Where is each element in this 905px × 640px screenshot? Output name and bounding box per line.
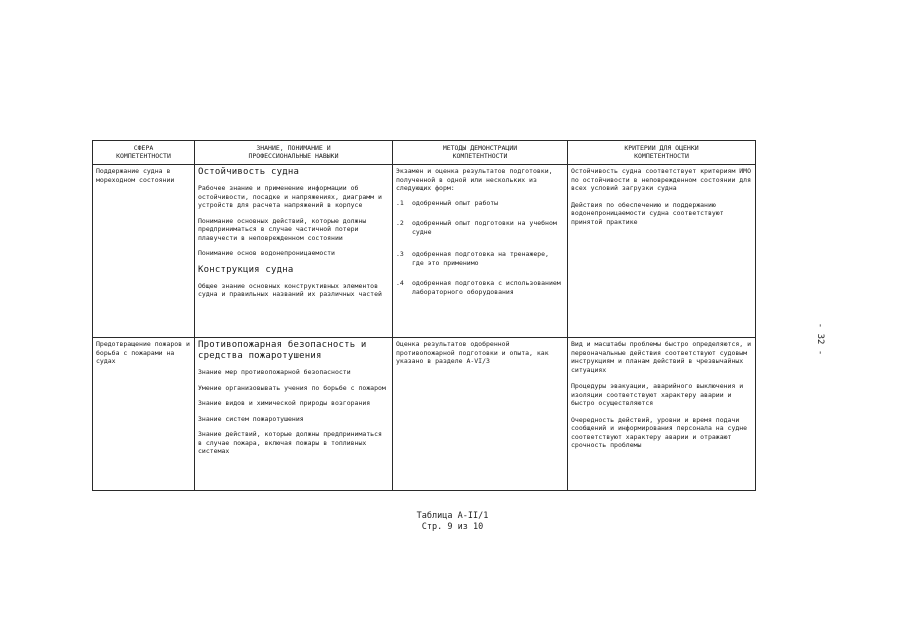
knowledge-paragraph: Рабочее знание и применение информации об остойчивости, посадке и напряжениях, диаграмм и устройств для расчета напряжений в корпусе: [198, 184, 382, 209]
header-sphere-text: СФЕРА КОМПЕТЕНТНОСТИ: [116, 144, 171, 160]
header-criteria-text: КРИТЕРИИ ДЛЯ ОЦЕНКИ КОМПЕТЕНТНОСТИ: [624, 144, 699, 160]
list-item-number: .3: [396, 250, 404, 258]
sphere-text: Предотвращение пожаров и борьба с пожарами на судах: [96, 340, 190, 365]
list-item-text: одобренный опыт работы: [412, 198, 499, 207]
cell-sphere: [93, 338, 195, 491]
sphere-text: Поддержание судна в мореходном состоянии: [96, 167, 175, 184]
list-item-number: .2: [396, 219, 404, 227]
page-counter: Стр. 9 из 10: [421, 522, 484, 532]
table-row: [93, 338, 756, 491]
knowledge-paragraph: Понимание основ водонепроницаемости: [198, 249, 335, 257]
list-item-number: .4: [396, 279, 404, 287]
list-item: [396, 199, 564, 208]
header-knowledge-text: ЗНАНИЕ, ПОНИМАНИЕ И ПРОФЕССИОНАЛЬНЫЕ НАВЫКИ: [248, 144, 339, 160]
criteria-paragraph: Процедуры эвакуации, аварийного выключения и изоляции соответствуют характеру аварии и быстро осуществляются: [571, 382, 744, 407]
list-item-text: одобренный опыт подготовки на учебном судне: [412, 219, 557, 236]
methods-intro: Оценка результатов одобренной противопожарной подготовки и опыта, как указано в разделе A-VI/3: [396, 340, 549, 365]
list-item-number: .1: [396, 198, 404, 207]
cell-methods: [393, 338, 568, 491]
table-header-row: [93, 141, 756, 165]
page-number: - 32 -: [815, 322, 825, 356]
list-item: [396, 250, 564, 267]
criteria-paragraph: Действия по обеспечению и поддержанию водонепроницаемости судна соответствуют принятой практике: [571, 200, 724, 226]
cell-knowledge: [195, 165, 393, 338]
list-item-text: одобренная подготовка с использованием лабораторного оборудования: [412, 279, 561, 296]
competence-table: [92, 140, 756, 491]
header-knowledge: [195, 141, 393, 165]
header-methods-text: МЕТОДЫ ДЕМОНСТРАЦИИ КОМПЕТЕНТНОСТИ: [442, 144, 518, 160]
knowledge-paragraph: Знание систем пожаротушения: [198, 414, 304, 423]
header-criteria: [568, 141, 756, 165]
cell-criteria: [568, 165, 756, 338]
knowledge-paragraph: Понимание основных действий, которые должны предприниматься в случае частичной потери плавучести в неповрежденном состоянии: [198, 216, 367, 242]
header-methods: [393, 141, 568, 165]
knowledge-heading: Конструкция судна: [198, 264, 294, 275]
cell-sphere: [93, 165, 195, 338]
table-caption: Таблица A-II/1: [416, 511, 489, 521]
cell-knowledge: [195, 338, 393, 491]
criteria-paragraph: Очередность действий, уровни и время подачи сообщений и информирования персонала на судне соответствуют характеру аварии и отражают срочность проблемы: [571, 415, 748, 449]
list-item: [396, 279, 564, 296]
knowledge-heading: Противопожарная безопасность и средства пожаротушения: [198, 340, 367, 361]
knowledge-paragraph: Общее знание основных конструктивных элементов судна и правильных названий их различных частей: [198, 281, 382, 298]
criteria-paragraph: Вид и масштабы проблемы быстро определяются, и первоначальные действия соответствуют судовым инструкциям и планам действий в чрезвычайных ситуациях: [571, 340, 752, 374]
header-sphere: [93, 141, 195, 165]
cell-methods: [393, 165, 568, 338]
knowledge-paragraph: Знание видов и химической природы возгорания: [198, 399, 371, 407]
list-item-text: одобренная подготовка на тренажере, где это применимо: [412, 250, 549, 267]
table-row: [93, 165, 756, 338]
knowledge-paragraph: Умение организовывать учения по борьбе с пожаром: [198, 383, 386, 392]
list-item: [396, 219, 564, 236]
methods-intro: Экзамен и оценка результатов подготовки, полученной в одной или нескольких из следующих форм:: [396, 167, 553, 192]
criteria-paragraph: Остойчивость судна соответствует критериям ИМО по остойчивости в неповрежденном состоянии для всех условий загрузки судна: [571, 167, 752, 192]
knowledge-paragraph: Знание мер противопожарной безопасности: [198, 368, 351, 376]
cell-criteria: [568, 338, 756, 491]
knowledge-paragraph: Знание действий, которые должны предприниматься в случае пожара, включая пожары в топливных системах: [198, 430, 382, 455]
knowledge-heading: Остойчивость судна: [198, 167, 300, 177]
